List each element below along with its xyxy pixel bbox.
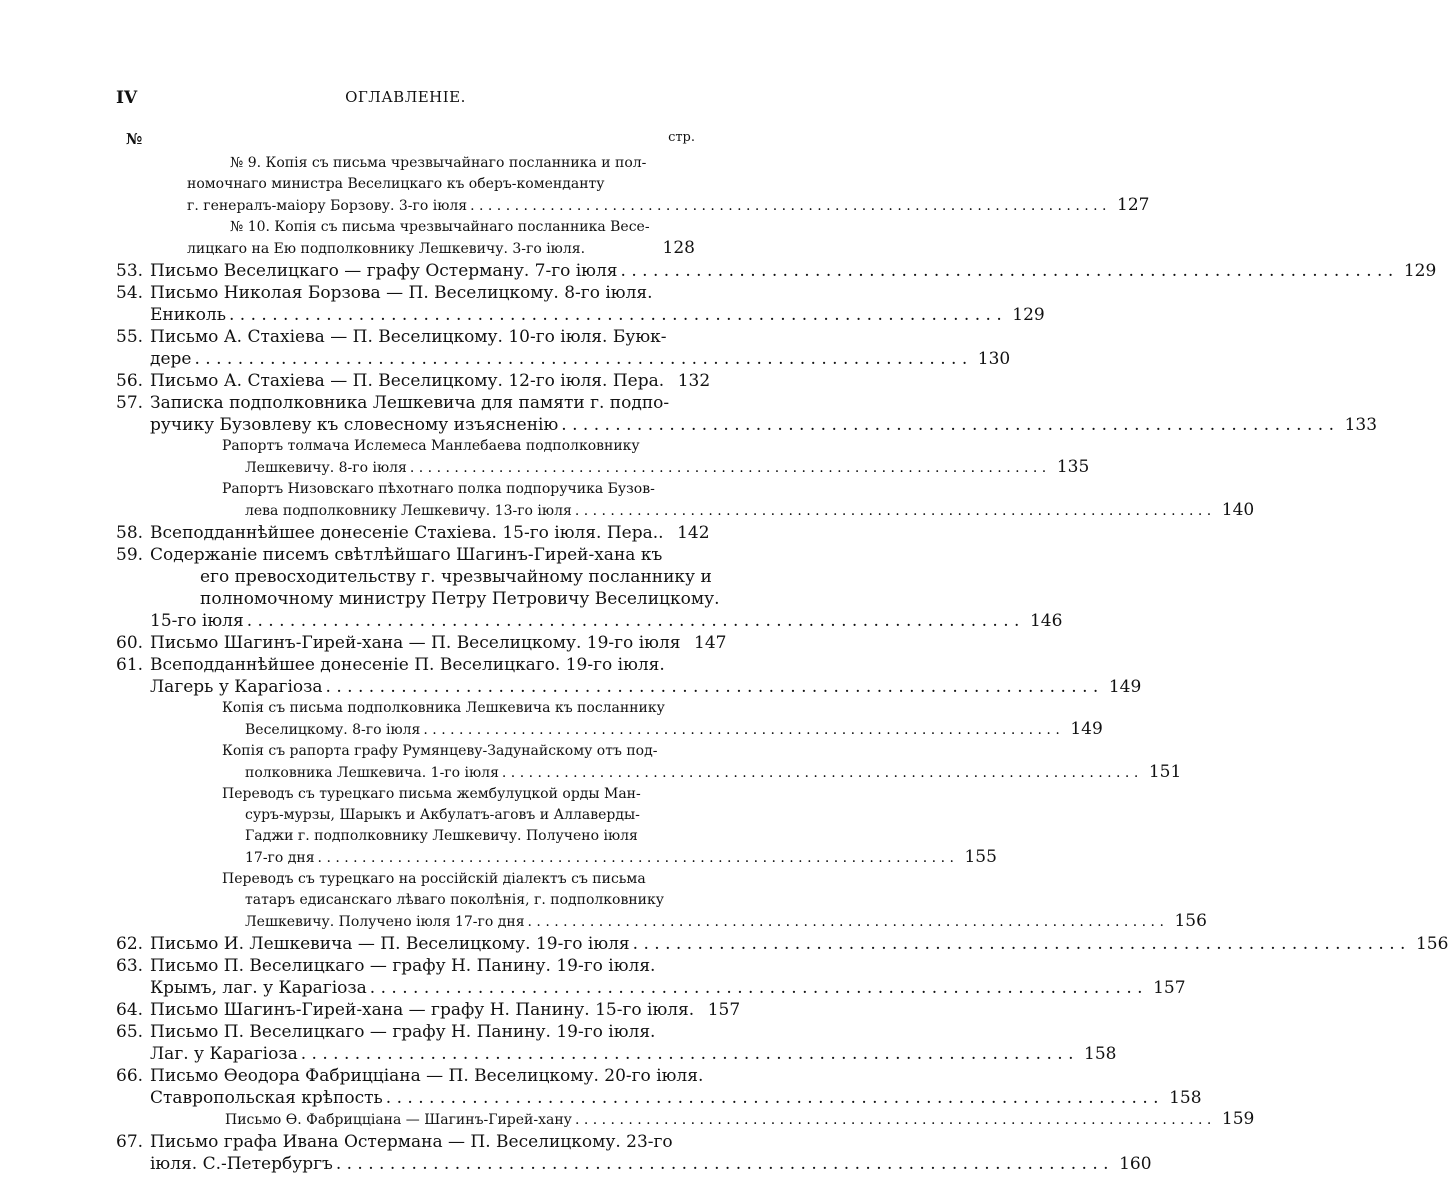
entry-page: 128: [662, 238, 695, 258]
entry-number: 57.: [116, 393, 144, 413]
entry-number: 60.: [116, 633, 144, 653]
entry-text: Крымъ, лаг. у Карагіоза: [150, 978, 367, 998]
dot-leader: [525, 912, 1167, 933]
entry-text: Рапортъ Низовскаго пѣхотнаго полка подпоручика Бузов-: [222, 481, 655, 497]
toc-line: [116, 1109, 1255, 1131]
entry-text: Письмо Ѳ. Фабрицціана — Шагинъ-Гирей-хану: [225, 1112, 572, 1128]
entry-text: татаръ едисанскаго лѣваго поколѣнія, г. подполковнику: [245, 892, 664, 908]
toc-line: [116, 522, 710, 544]
toc-line: [116, 566, 712, 588]
toc-line: [116, 304, 1045, 326]
toc-line: [116, 977, 1186, 999]
dot-leader: [315, 848, 957, 869]
entry-number: 66.: [116, 1066, 144, 1086]
number-column-label: №: [126, 130, 143, 148]
dot-leader: [618, 260, 1397, 282]
page-title: ОГЛАВЛЕНІЕ.: [345, 88, 466, 106]
toc-line: [116, 610, 1063, 632]
toc-line: [116, 1153, 1152, 1175]
entry-text: Письмо П. Веселицкаго — графу Н. Панину. 19-го іюля.: [150, 1022, 656, 1042]
toc-line: [116, 1065, 704, 1087]
entry-page: 135: [1056, 457, 1090, 477]
entry-text: Рапортъ толмача Ислемеса Манлебаева подполковнику: [222, 438, 640, 454]
entry-page: 140: [1221, 500, 1255, 520]
entry-page: 149: [1070, 719, 1103, 739]
toc-line: [116, 282, 695, 304]
toc-line: [116, 195, 1150, 217]
entry-text: Письмо Николая Борзова — П. Веселицкому. 8-го іюля.: [150, 283, 653, 303]
entry-page: 132: [677, 371, 711, 391]
page-column-label: стр.: [668, 130, 695, 145]
toc-line: [116, 457, 1090, 479]
toc-line: [116, 238, 695, 260]
toc-line: [116, 414, 1378, 436]
entry-text: 17-го дня: [245, 850, 315, 866]
toc-line: [116, 348, 1011, 370]
toc-line: [116, 217, 695, 238]
toc-line: [116, 544, 695, 566]
entry-text: 15-го іюля: [150, 611, 244, 631]
dot-leader: [333, 1153, 1112, 1175]
entry-text: ручику Бузовлеву къ словесному изъясненію: [150, 415, 559, 435]
toc-line: [116, 911, 1207, 933]
entry-text: Письмо П. Веселицкаго — графу Н. Панину. 19-го іюля.: [150, 956, 656, 976]
toc-line: [116, 632, 727, 654]
entry-text: Письмо И. Лешкевича — П. Веселицкому. 19-го іюля: [150, 934, 630, 954]
dot-leader: [558, 414, 1337, 436]
toc-line: [116, 654, 695, 676]
dot-leader: [420, 720, 1062, 741]
entry-text: Письмо Веселицкаго — графу Остерману. 7-го іюля: [150, 261, 618, 281]
toc-line: [116, 933, 1448, 955]
entry-text: дере: [150, 349, 192, 369]
toc-line: [116, 762, 1182, 784]
dot-leader: [383, 1087, 1162, 1109]
toc-line: [116, 826, 695, 847]
toc-line: [116, 676, 1142, 698]
toc-line: [116, 1043, 1117, 1065]
dot-leader: [467, 196, 1109, 217]
entry-text: Письмо А. Стахіева — П. Веселицкому. 12-го іюля. Пера.: [150, 371, 665, 391]
entry-text: Переводъ съ турецкаго письма жембулуцкой орды Ман-: [222, 786, 641, 802]
entry-number: 56.: [116, 371, 144, 391]
toc-line: [116, 955, 695, 977]
entry-text: Записка подполковника Лешкевича для памяти г. подпо-: [150, 393, 670, 413]
entry-number: 54.: [116, 283, 144, 303]
entry-text: Письмо Шагинъ-Гирей-хана — П. Веселицкому. 19-го іюля: [150, 633, 681, 653]
entry-page: 133: [1344, 415, 1378, 435]
entry-text: Лешкевичу. Получено іюля 17-го дня: [245, 914, 525, 930]
entry-number: 53.: [116, 261, 144, 281]
dot-leader: [572, 1110, 1214, 1131]
entry-page: 129: [1012, 305, 1045, 325]
toc-line: [116, 999, 741, 1021]
entry-number: 55.: [116, 327, 144, 347]
page-header: [116, 88, 695, 110]
toc-line: [116, 1021, 695, 1043]
entry-page: 158: [1084, 1044, 1117, 1064]
toc-line: [116, 174, 695, 195]
toc-line: [116, 1087, 1202, 1109]
entry-page: 142: [677, 523, 710, 543]
toc-line: [116, 500, 1255, 522]
entry-text: номочнаго министра Веселицкаго къ оберъ-коменданту: [187, 176, 605, 192]
dot-leader: [323, 676, 1102, 698]
dot-leader: [367, 977, 1146, 999]
entry-page: 130: [977, 349, 1011, 369]
entry-text: Копія съ письма подполковника Лешкевича къ посланнику: [222, 700, 665, 716]
entry-number: 59.: [116, 545, 144, 565]
dot-leader: [226, 304, 1005, 326]
toc-line: [116, 784, 695, 805]
entry-text: полномочному министру Петру Петровичу Веселицкому.: [200, 589, 720, 609]
toc-line: [116, 890, 695, 911]
entry-text: Гаджи г. подполковнику Лешкевичу. Получено іюля: [245, 828, 638, 844]
entry-number: 58.: [116, 523, 144, 543]
toc-line: [116, 153, 695, 174]
toc-line: [116, 326, 695, 348]
entry-text: полковника Лешкевича. 1-го іюля: [245, 765, 499, 781]
entry-number: 64.: [116, 1000, 144, 1020]
dot-leader: [244, 610, 1023, 632]
entry-text: Содержаніе писемъ свѣтлѣйшаго Шагинъ-Гирей-хана къ: [150, 545, 663, 565]
table-of-contents: [116, 153, 1448, 1175]
toc-line: [116, 479, 695, 500]
entry-text: Лагерь у Карагіоза: [150, 677, 323, 697]
toc-line: [116, 847, 997, 869]
entry-text: Лаг. у Карагіоза: [150, 1044, 298, 1064]
entry-text: Всеподданнѣйшее донесеніе П. Веселицкаго. 19-го іюля.: [150, 655, 665, 675]
entry-text: Лешкевичу. 8-го іюля: [245, 460, 407, 476]
dot-leader: [191, 348, 970, 370]
toc-line: [116, 436, 695, 457]
entry-text: Переводъ съ турецкаго на россійскій діалектъ съ письма: [222, 871, 646, 887]
entry-text: г. генералъ-маіору Борзову. 3-го іюля: [187, 198, 468, 214]
dot-leader: [407, 458, 1049, 479]
entry-text: іюля. С.-Петербургъ: [150, 1154, 333, 1174]
entry-text: Письмо А. Стахіева — П. Веселицкому. 10-го іюля. Буюк-: [150, 327, 667, 347]
dot-leader: [499, 763, 1141, 784]
entry-page: 127: [1117, 195, 1150, 215]
entry-text: Письмо Ѳеодора Фабрицціана — П. Веселицкому. 20-го іюля.: [150, 1066, 704, 1086]
entry-page: 160: [1119, 1154, 1152, 1174]
entry-text: Письмо графа Ивана Остермана — П. Веселицкому. 23-го: [150, 1132, 673, 1152]
entry-number: 61.: [116, 655, 144, 675]
toc-line: [116, 698, 695, 719]
entry-text: Ениколь: [150, 305, 226, 325]
entry-page: 146: [1029, 611, 1063, 631]
entry-page: 156: [1415, 934, 1448, 954]
toc-line: [116, 741, 695, 762]
toc-line: [116, 370, 711, 392]
toc-line: [116, 869, 695, 890]
page-number: IV: [116, 88, 138, 108]
entry-page: 159: [1221, 1109, 1255, 1129]
entry-page: 151: [1148, 762, 1182, 782]
entry-page: 155: [964, 847, 997, 867]
toc-line: [116, 260, 1437, 282]
entry-text: лева подполковнику Лешкевичу. 13-го іюля: [245, 503, 572, 519]
entry-page: 149: [1108, 677, 1142, 697]
entry-number: 63.: [116, 956, 144, 976]
entry-text: № 10. Копія съ письма чрезвычайнаго посланника Весе-: [230, 219, 650, 235]
entry-text: № 9. Копія съ письма чрезвычайнаго посланника и пол-: [230, 155, 647, 171]
toc-line: [116, 1131, 695, 1153]
entry-number: 67.: [116, 1132, 144, 1152]
toc-line: [116, 392, 695, 414]
dot-leader: [572, 501, 1214, 522]
entry-text: лицкаго на Ею подполковнику Лешкевичу. 3-го іюля.: [187, 241, 586, 257]
dot-leader: [298, 1043, 1077, 1065]
entry-text: его превосходительству г. чрезвычайному посланнику и: [200, 567, 712, 587]
entry-text: суръ-мурзы, Шарыкъ и Акбулатъ-аговъ и Аллаверды-: [245, 807, 640, 823]
entry-text: Письмо Шагинъ-Гирей-хана — графу Н. Панину. 15-го іюля.: [150, 1000, 695, 1020]
entry-page: 147: [694, 633, 727, 653]
toc-line: [116, 805, 695, 826]
entry-text: Веселицкому. 8-го іюля: [245, 722, 421, 738]
column-headers: [116, 130, 695, 150]
entry-number: 65.: [116, 1022, 144, 1042]
entry-page: 157: [707, 1000, 741, 1020]
entry-number: 62.: [116, 934, 144, 954]
toc-line: [116, 588, 720, 610]
entry-text: Ставропольская крѣпость: [150, 1088, 383, 1108]
entry-page: 157: [1153, 978, 1186, 998]
entry-text: Копія съ рапорта графу Румянцеву-Задунайскому отъ под-: [222, 743, 658, 759]
dot-leader: [630, 933, 1409, 955]
toc-line: [116, 719, 1103, 741]
entry-text: Всеподданнѣйшее донесеніе Стахіева. 15-го іюля. Пера..: [150, 523, 664, 543]
entry-page: 156: [1174, 911, 1207, 931]
entry-page: 129: [1403, 261, 1437, 281]
entry-page: 158: [1169, 1088, 1202, 1108]
